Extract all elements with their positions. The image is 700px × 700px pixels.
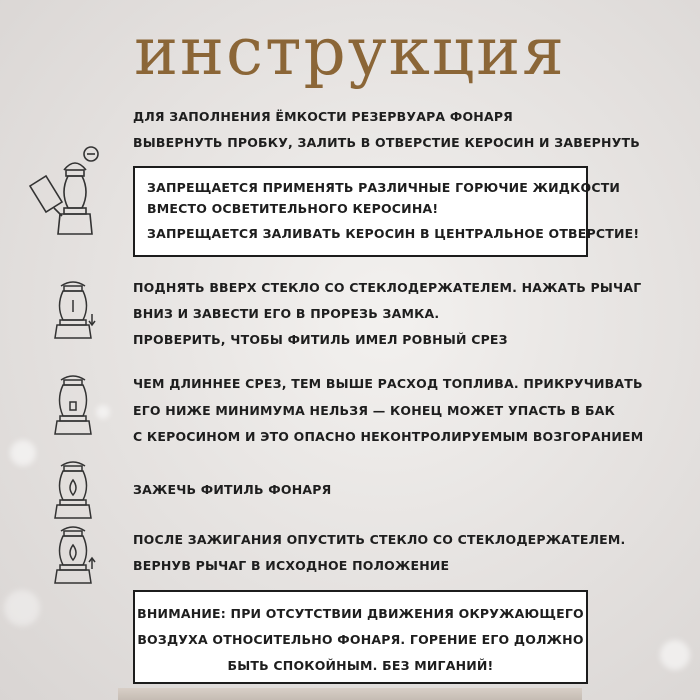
bottom-decor-bar (118, 688, 582, 700)
warning-text-line: ВМЕСТО ОСВЕТИТЕЛЬНОГО КЕРОСИНА! (147, 201, 439, 216)
lamp-flame-icon (48, 458, 98, 522)
attention-text-line: БЫТЬ СПОКОЙНЫМ. БЕЗ МИГАНИЙ! (227, 658, 494, 673)
attention-text-line: ВНИМАНИЕ: ПРИ ОТСУТСТВИИ ДВИЖЕНИЯ ОКРУЖАЮЩЕГО (137, 606, 584, 621)
attention-box (133, 590, 588, 684)
step5-text-line: ПОСЛЕ ЗАЖИГАНИЯ ОПУСТИТЬ СТЕКЛО СО СТЕКЛОДЕРЖАТЕЛЕМ. (133, 532, 626, 547)
warning-box (133, 166, 640, 257)
step2-text-line: ВНИЗ И ЗАВЕСТИ ЕГО В ПРОРЕЗЬ ЗАМКА. (133, 306, 440, 321)
step3-text-line: ЧЕМ ДЛИННЕЕ СРЕЗ, ТЕМ ВЫШЕ РАСХОД ТОПЛИВА. ПРИКРУЧИВАТЬ (133, 376, 643, 391)
page-title: инструкция (134, 13, 566, 90)
step1-text-line: ВЫВЕРНУТЬ ПРОБКУ, ЗАЛИТЬ В ОТВЕРСТИЕ КЕРОСИН И ЗАВЕРНУТЬ (133, 135, 641, 150)
lamp-lever-up-icon (48, 523, 98, 587)
bokeh-light (10, 440, 36, 466)
step3-text-line: С КЕРОСИНОМ И ЭТО ОПАСНО НЕКОНТРОЛИРУЕМЫМ ВОЗГОРАНИЕМ (133, 429, 644, 444)
warning-text-line: ЗАПРЕЩАЕТСЯ ПРИМЕНЯТЬ РАЗЛИЧНЫЕ ГОРЮЧИЕ ЖИДКОСТИ (147, 180, 621, 195)
step1-text-line: ДЛЯ ЗАПОЛНЕНИЯ ЁМКОСТИ РЕЗЕРВУАРА ФОНАРЯ (133, 109, 514, 124)
step4-text-line: ЗАЖЕЧЬ ФИТИЛЬ ФОНАРЯ (133, 482, 332, 497)
bokeh-light (4, 590, 40, 626)
step3-text-line: ЕГО НИЖЕ МИНИМУМА НЕЛЬЗЯ — КОНЕЦ МОЖЕТ УПАСТЬ В БАК (133, 403, 616, 418)
step2-text-line: ПРОВЕРИТЬ, ЧТОБЫ ФИТИЛЬ ИМЕЛ РОВНЫЙ СРЕЗ (133, 332, 508, 347)
lamp-fill-icon (22, 142, 112, 242)
step2-text-line: ПОДНЯТЬ ВВЕРХ СТЕКЛО СО СТЕКЛОДЕРЖАТЕЛЕМ. НАЖАТЬ РЫЧАГ (133, 280, 642, 295)
step5-text-line: ВЕРНУВ РЫЧАГ В ИСХОДНОЕ ПОЛОЖЕНИЕ (133, 558, 450, 573)
lamp-lever-down-icon (48, 278, 98, 342)
attention-text-line: ВОЗДУХА ОТНОСИТЕЛЬНО ФОНАРЯ. ГОРЕНИЕ ЕГО ДОЛЖНО (137, 632, 584, 647)
lamp-wick-icon (48, 372, 98, 438)
bokeh-light (660, 640, 690, 670)
bokeh-light (96, 405, 110, 419)
warning-text-line: ЗАПРЕЩАЕТСЯ ЗАЛИВАТЬ КЕРОСИН В ЦЕНТРАЛЬНОЕ ОТВЕРСТИЕ! (147, 226, 640, 241)
